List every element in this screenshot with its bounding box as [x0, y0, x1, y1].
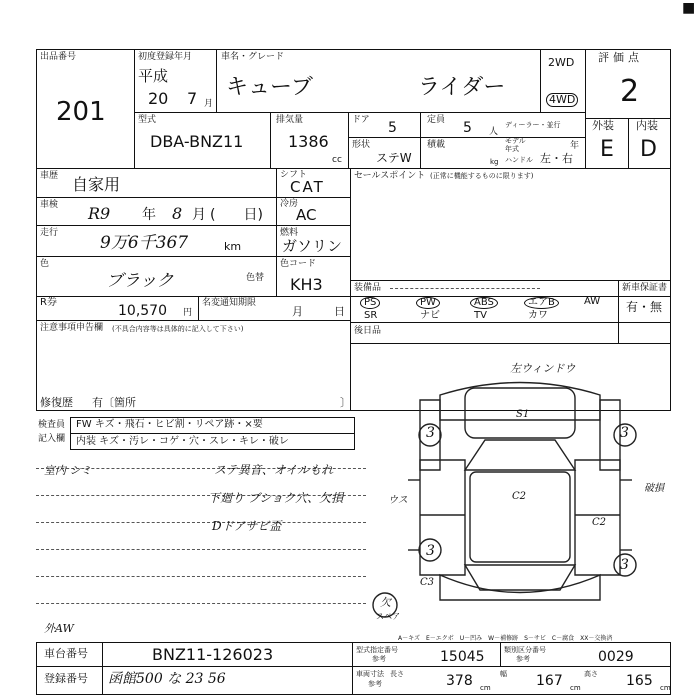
reg-month: 7	[187, 89, 198, 108]
load-label: 積載	[427, 140, 446, 150]
diagram-mark-1: 3	[426, 425, 435, 441]
length-label: 長さ	[390, 670, 404, 678]
interior-grade: D	[640, 137, 657, 162]
diagram-roof	[470, 472, 570, 562]
inspector-label: 検査員	[38, 420, 66, 430]
shift-label: シフト	[280, 170, 308, 180]
entry-label: 記入欄	[38, 434, 66, 444]
hw-line2: 下廻り ブショク穴、欠損	[208, 491, 344, 505]
height-cm: cm	[660, 684, 671, 692]
lot-number: 201	[56, 97, 106, 127]
name-change-day: 日	[334, 305, 345, 318]
diagram-mark-3: 3	[426, 543, 435, 559]
mileage: 9万6千367	[100, 233, 189, 253]
capacity-unit: 人	[489, 127, 499, 137]
diagram-rear	[440, 575, 600, 600]
diagram-mark-8: C3	[420, 577, 435, 588]
car-name-label: 車名・グレード	[221, 52, 285, 62]
shift: CAT	[290, 178, 325, 196]
model-year-label: モデル年式	[505, 137, 526, 153]
capacity-label: 定員	[427, 115, 446, 125]
dealer-label: ディーラー・並行	[505, 121, 561, 129]
chassis: BNZ11-126023	[152, 645, 274, 664]
history: 自家用	[72, 175, 121, 194]
diagram-mark-5: S1	[516, 409, 530, 420]
month-unit: 月	[204, 99, 214, 109]
ref-label-2: 参考	[516, 655, 530, 663]
color-label: 色	[40, 259, 50, 269]
diagram-mark-4: 3	[620, 557, 629, 573]
length: 378	[446, 673, 473, 689]
fuel-label: 燃料	[280, 228, 299, 238]
name-change-label: 名変通知期限	[202, 298, 257, 308]
cc-unit: cc	[332, 155, 342, 165]
ref-label-3: 参考	[368, 680, 382, 688]
diagram-spare-label: スペア	[376, 612, 400, 621]
mileage-label: 走行	[40, 228, 59, 238]
diagram-rear-window	[465, 565, 575, 590]
diagram-windshield	[465, 440, 575, 470]
inspection-label: 車検	[40, 200, 59, 210]
ref-label-1: 参考	[372, 655, 386, 663]
diagram-mark-7: C2	[592, 517, 607, 528]
notes-label: 注意事項申告欄	[40, 323, 104, 333]
diagram-top-label: 左ウィンドウ	[510, 362, 576, 375]
hw-outer-note: 外AW	[44, 622, 74, 635]
equipment-item-bottom: カワ	[528, 310, 548, 321]
height: 165	[626, 673, 653, 689]
width-label: 幅	[500, 670, 507, 678]
repair-label: 修復歴	[40, 396, 73, 409]
warranty-value: 有・無	[626, 300, 663, 314]
plate-label: 登録番号	[44, 672, 88, 685]
type-number: 15045	[440, 649, 485, 665]
notes-sub: (不具合内容等は具体的に記入して下さい)	[112, 325, 244, 333]
inspection-era: R9	[88, 204, 111, 223]
equipment-item-bottom: ナビ	[420, 310, 440, 321]
equipment-item-top: ABS	[470, 297, 498, 309]
inspection-day: ( 日)	[210, 207, 263, 223]
equipment-item-top: AW	[584, 296, 601, 307]
shape: ステW	[376, 151, 412, 165]
diagram-legend: A－キズ E－エクボ U－凹み W－補修跡 S－サビ C－腐食 XX－交換済	[398, 635, 613, 642]
inspection-month-unit: 月	[192, 207, 206, 223]
color-code: KH3	[290, 275, 323, 294]
color-change-label: 色替	[246, 273, 265, 283]
car-name: キューブ	[226, 75, 313, 100]
equipment-item-top: PW	[416, 297, 440, 309]
score: 2	[620, 74, 640, 109]
displacement-label: 排気量	[276, 115, 304, 125]
color: ブラック	[106, 271, 174, 291]
drive-4wd-circled: 4WD	[546, 93, 578, 107]
lot-label: 出品番号	[40, 52, 77, 62]
shape-label: 形状	[352, 140, 371, 150]
doors-label: ドア	[352, 115, 370, 125]
inspection-month: 8	[172, 204, 183, 223]
era: 平成	[138, 67, 169, 85]
equipment-label: 装備品	[354, 283, 382, 293]
corner-mark: ■	[682, 0, 696, 16]
chassis-label: 車台番号	[44, 647, 88, 660]
km-unit: km	[224, 240, 242, 253]
exterior-label: 外装	[592, 119, 614, 132]
equipment-item-bottom: TV	[474, 310, 487, 321]
class-label: 類別区分番号	[504, 646, 546, 654]
diagram-mark-6: C2	[512, 491, 527, 502]
model-label: 型式	[138, 115, 157, 125]
size-label: 車両寸法	[356, 670, 384, 678]
fuel: ガソリン	[282, 237, 343, 255]
interior-label: 内装	[636, 119, 658, 132]
grade: ライダー	[418, 75, 506, 100]
diagram-mark-2: 3	[620, 425, 629, 441]
after-label: 後日品	[354, 326, 382, 336]
drive-2wd: 2WD	[548, 56, 575, 69]
equipment-item-bottom: SR	[364, 310, 378, 321]
aircon-label: 冷房	[280, 199, 299, 209]
model-year-unit: 年	[570, 141, 580, 151]
hw-line3: Dドアサビ盃	[212, 519, 282, 533]
inspector-row1: FW キズ・飛石・ヒビ割・リペア跡・×要	[76, 419, 263, 430]
warranty-label: 新車保証書	[622, 283, 668, 293]
height-label: 高さ	[584, 670, 598, 678]
recycle-fee: 10,570	[118, 303, 167, 319]
width-cm: cm	[570, 684, 581, 692]
kg-unit: kg	[490, 158, 499, 166]
length-cm: cm	[480, 684, 491, 692]
recycle-label: R券	[40, 297, 57, 308]
diagram-right-label: 破損	[644, 483, 664, 494]
hw-line1: ステ異音、オイルもれ	[214, 463, 334, 477]
plate: 函館500 な 23 56	[108, 671, 226, 687]
handle-label: ハンドル	[505, 156, 533, 164]
exterior-grade: E	[600, 137, 614, 162]
width: 167	[536, 673, 563, 689]
displacement: 1386	[288, 132, 329, 151]
model: DBA-BNZ11	[150, 132, 244, 151]
diagram-left-label: ウス	[388, 495, 408, 506]
history-label: 車歴	[40, 171, 59, 181]
sales-sub: (正常に機能するものに限ります)	[430, 172, 534, 180]
repair-close: 〕	[340, 396, 351, 409]
name-change-month: 月	[292, 305, 303, 318]
reg-year: 20	[148, 89, 169, 108]
doors: 5	[388, 120, 397, 136]
class-number: 0029	[598, 649, 634, 665]
repair-value: 有〔箇所	[92, 396, 136, 409]
inspection-year-unit: 年	[142, 207, 156, 223]
type-number-label: 型式指定番号	[356, 646, 398, 654]
handle: 左・右	[540, 152, 573, 165]
yen-unit: 円	[183, 308, 193, 318]
equipment-item-top: エアB	[524, 297, 559, 309]
capacity: 5	[463, 120, 472, 136]
score-label: 評価点	[598, 51, 643, 64]
inspector-row2: 内装 キズ・汚レ・コゲ・穴・スレ・キレ・破レ	[76, 436, 289, 447]
aircon: AC	[296, 206, 317, 224]
hw-interior-note: 室内 シミ	[44, 464, 92, 477]
diagram-mark-9: 欠	[380, 596, 391, 609]
equipment-item-top: PS	[360, 297, 380, 309]
color-code-label: 色コード	[280, 259, 317, 269]
sales-label: セールスポイント	[354, 171, 426, 181]
first-reg-label: 初度登録年月	[138, 52, 193, 62]
